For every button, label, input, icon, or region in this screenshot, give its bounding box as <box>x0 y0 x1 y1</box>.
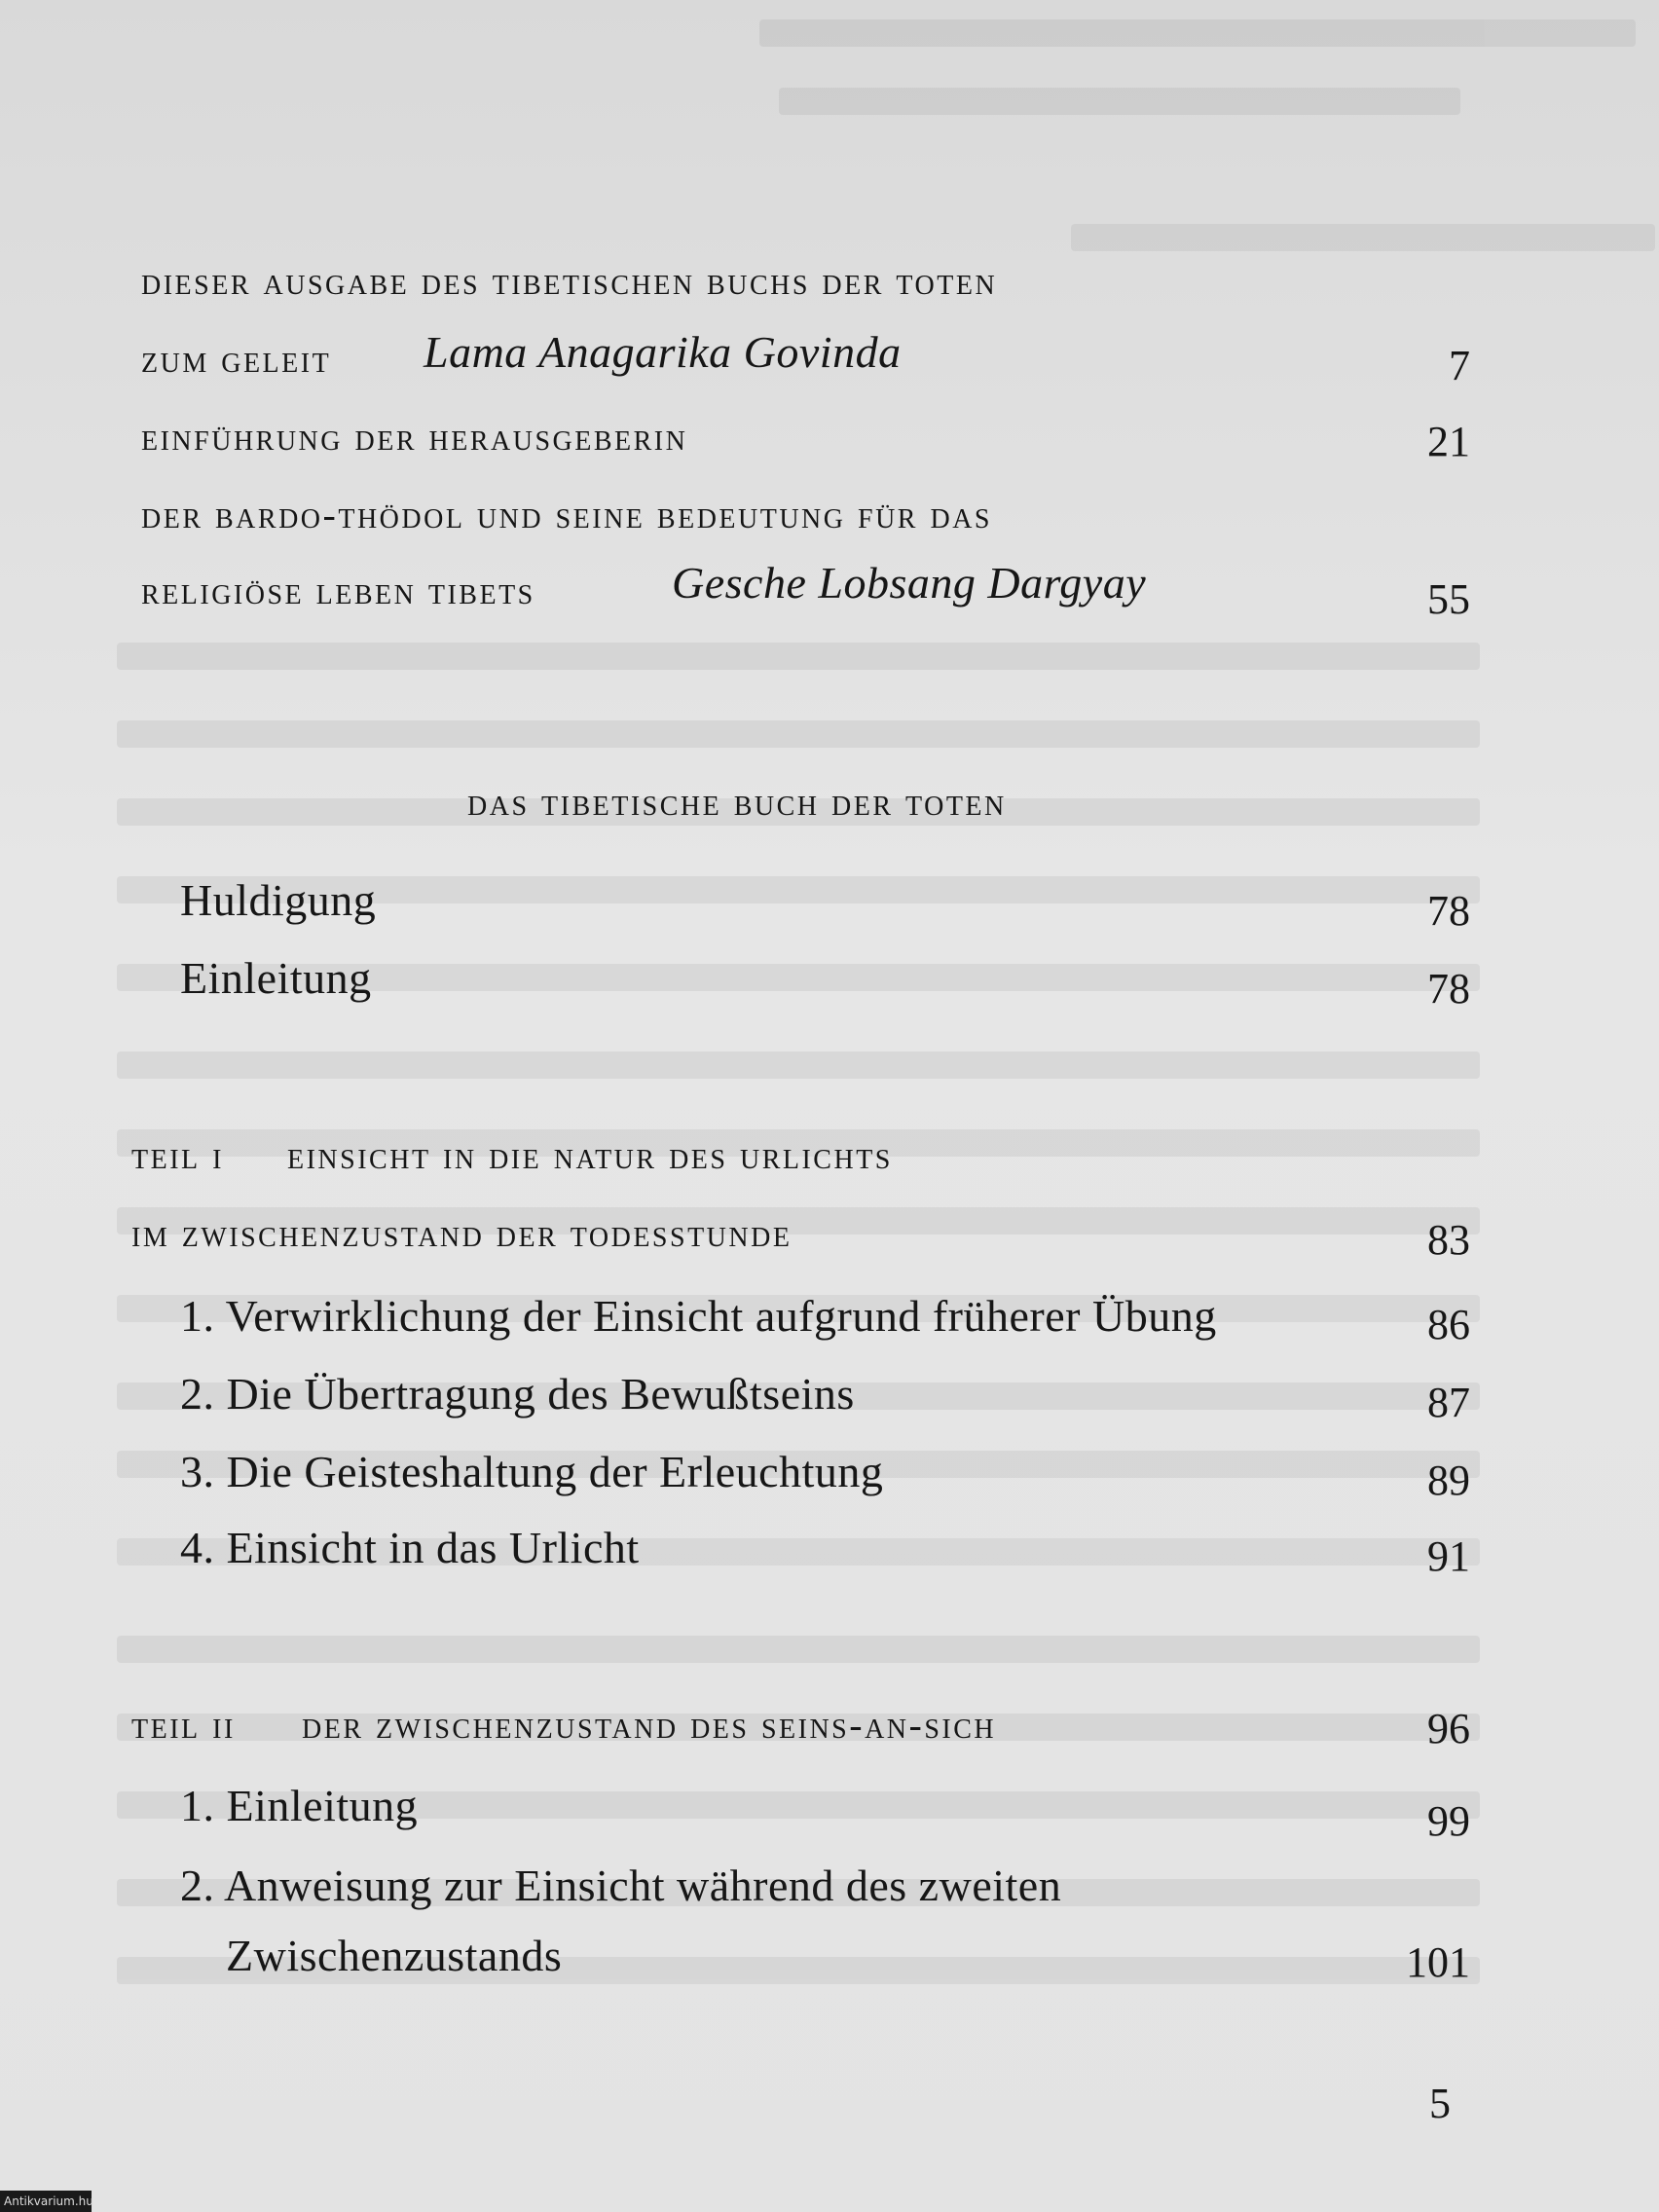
toc-entry-huldigung: Huldigung <box>180 875 377 925</box>
toc-entry-part2-item: 1. Einleitung <box>180 1781 419 1830</box>
toc-page-number: 89 <box>1427 1456 1470 1504</box>
toc-entry-bardo-label: religiöse leben tibets <box>141 569 535 612</box>
toc-entry-geleit-author: Lama Anagarika Govinda <box>424 327 902 377</box>
toc-page-number: 91 <box>1427 1532 1470 1580</box>
toc-entry-part2-item-line2: Zwischenzustands <box>226 1931 563 1980</box>
toc-entry-bardo-author: Gesche Lobsang Dargyay <box>672 558 1147 608</box>
folio-page-number: 5 <box>1429 2080 1451 2127</box>
toc-page-number: 86 <box>1427 1301 1470 1348</box>
toc-page-number: 87 <box>1427 1379 1470 1426</box>
toc-entry-part2-item-line1: 2. Anweisung zur Einsicht während des zweiten <box>180 1861 1062 1910</box>
part2-label: teil ii <box>131 1703 236 1747</box>
toc-page-number: 55 <box>1427 575 1470 623</box>
part2-heading: der zwischenzustand des seins-an-sich <box>302 1703 997 1747</box>
toc-page-number: 96 <box>1427 1705 1470 1752</box>
book-title-heading: das tibetische buch der toten <box>467 780 1007 824</box>
toc-page-number: 78 <box>1427 887 1470 935</box>
toc-entry-part1-item: 1. Verwirklichung der Einsicht aufgrund früherer Übung <box>180 1291 1217 1341</box>
watermark-text: Antikvarium.hu <box>0 2191 92 2212</box>
toc-page-number: 101 <box>1406 1938 1470 1986</box>
part1-heading-line2: im zwischenzustand der todesstunde <box>131 1211 793 1255</box>
part1-label: teil i <box>131 1133 224 1177</box>
part1-heading-line1: einsicht in die natur des urlichts <box>287 1133 893 1177</box>
toc-entry-part1-item: 2. Die Übertragung des Bewußtseins <box>180 1369 855 1419</box>
toc-entry-bardo-line1: der bardo-thödol und seine bedeutung für das <box>141 493 992 536</box>
toc-entry-einleitung: Einleitung <box>180 953 372 1003</box>
toc-page-number: 83 <box>1427 1216 1470 1264</box>
toc-entry-geleit-label: zum geleit <box>141 337 332 381</box>
toc-entry-einfuehrung: einführung der herausgeberin <box>141 415 688 459</box>
toc-entry-part1-item: 4. Einsicht in das Urlicht <box>180 1523 640 1572</box>
toc-entry-geleit-line1: dieser ausgabe des tibetischen buchs der toten <box>141 259 998 303</box>
toc-page-number: 99 <box>1427 1797 1470 1845</box>
toc-page-number: 7 <box>1449 342 1470 389</box>
toc-page-number: 78 <box>1427 965 1470 1013</box>
toc-page-number: 21 <box>1427 418 1470 465</box>
toc-entry-part1-item: 3. Die Geisteshaltung der Erleuchtung <box>180 1447 884 1496</box>
